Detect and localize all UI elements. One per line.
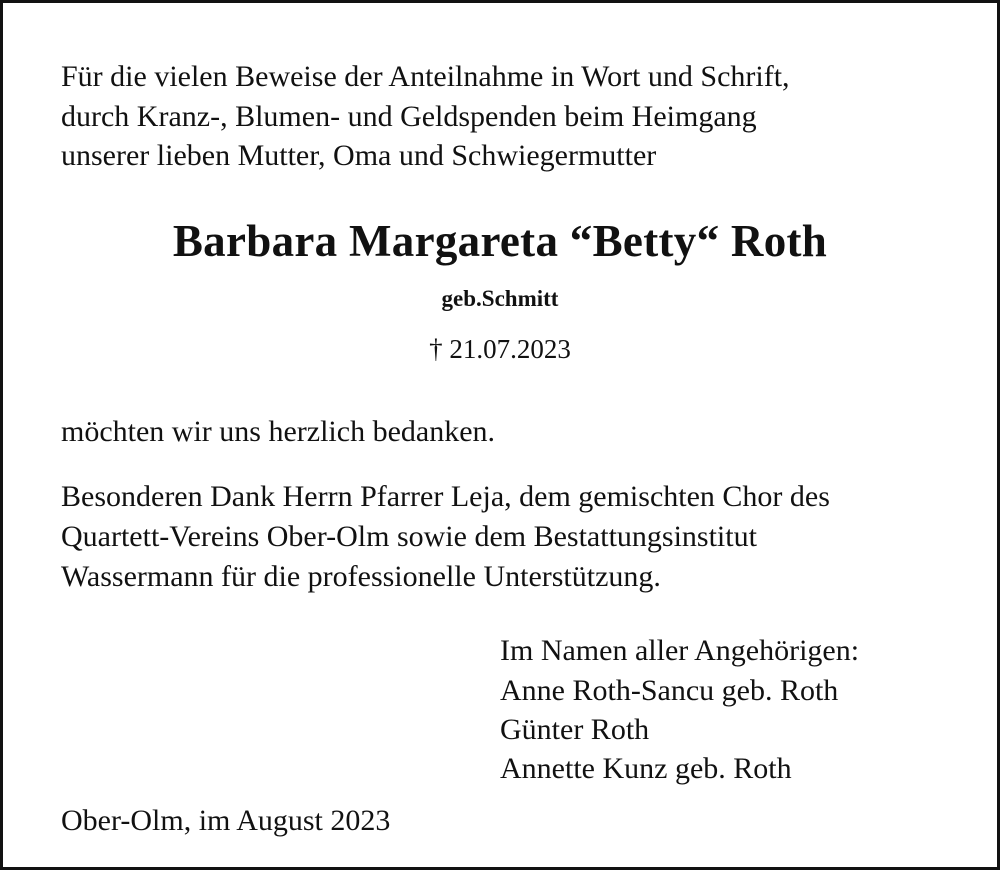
place-date: Ober-Olm, im August 2023 <box>61 804 391 837</box>
signature-name-1: Anne Roth-Sancu geb. Roth <box>500 674 839 707</box>
intro-line-3: unserer lieben Mutter, Oma und Schwiegermutter <box>61 139 657 172</box>
signature-heading: Im Namen aller Angehörigen: <box>500 634 860 667</box>
special-thanks-line-1: Besonderen Dank Herrn Pfarrer Leja, dem gemischten Chor des <box>61 480 830 513</box>
special-thanks-line-3: Wassermann für die professionelle Unterstützung. <box>61 560 661 593</box>
signature-name-3: Annette Kunz geb. Roth <box>500 752 792 785</box>
intro-line-1: Für die vielen Beweise der Anteilnahme in Wort und Schrift, <box>61 60 790 93</box>
deceased-name: Barbara Margareta “Betty“ Roth <box>172 216 828 266</box>
intro-line-2: durch Kranz-, Blumen- und Geldspenden beim Heimgang <box>61 100 757 133</box>
signature-name-2: Günter Roth <box>500 713 650 746</box>
birth-name: geb.Schmitt <box>441 286 559 311</box>
special-thanks-line-2: Quartett-Vereins Ober-Olm sowie dem Bestattungsinstitut <box>61 520 757 553</box>
death-date: † 21.07.2023 <box>429 334 571 364</box>
thanks-line: möchten wir uns herzlich bedanken. <box>61 415 496 448</box>
